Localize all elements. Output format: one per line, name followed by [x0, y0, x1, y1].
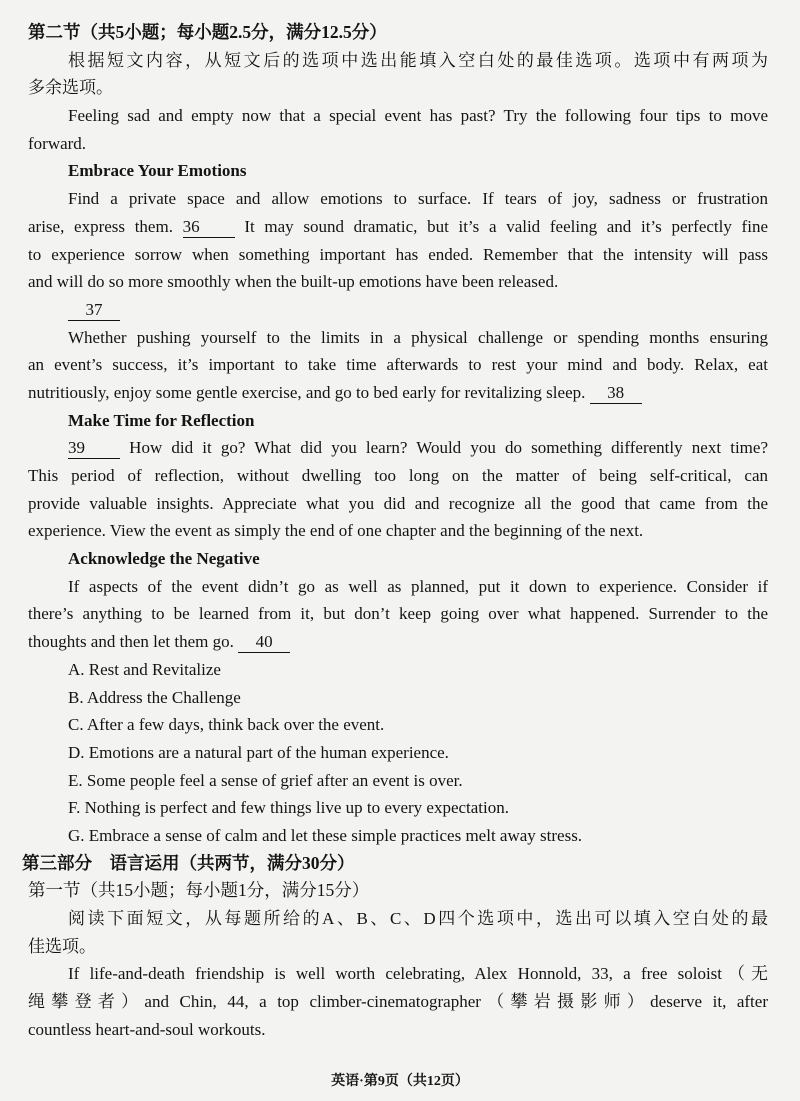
passage-paragraph-text: and will do so more smoothly when the built-up emotions have been released.	[28, 272, 559, 292]
answer-option: G. Embrace a sense of calm and let these simple practices melt away stress.	[68, 825, 583, 845]
passage-paragraph-line	[0, 988, 768, 1016]
answer-option: F. Nothing is perfect and few things live up to every expectation.	[68, 798, 509, 818]
instruction-text: 根据短文内容，从短文后的选项中选出能填入空白处的最佳选项。选项中有两项为	[68, 50, 768, 70]
subheading: Make Time for Reflection	[68, 410, 255, 430]
intro-paragraph-line	[0, 130, 768, 158]
passage-paragraph-text: This period of reflection, without dwelling too long on the matter of being self-critical, can	[28, 466, 768, 485]
passage-paragraph-line	[0, 628, 768, 656]
answer-option: C. After a few days, think back over the event.	[68, 715, 385, 735]
passage-paragraph-text: to experience sorrow when something important has ended. Remember that the intensity will pass	[28, 244, 768, 264]
passage-paragraph-text: How did it go? What did you learn? Would you do something differently next time?	[120, 438, 768, 458]
passage-paragraph-line	[0, 517, 768, 545]
intro-paragraph-line	[0, 102, 768, 130]
passage-paragraph-line	[0, 351, 768, 379]
passage-paragraph-line	[0, 960, 768, 988]
instruction-line	[0, 905, 768, 933]
passage-paragraph-text: there’s anything to be learned from it, but don’t keep going over what happened. Surrender to the	[28, 604, 768, 624]
passage-paragraph-text: Whether pushing yourself to the limits in a physical challenge or spending months ensuring	[68, 327, 768, 347]
answer-option: B. Address the Challenge	[68, 687, 241, 707]
answer-option: D. Emotions are a natural part of the human experience.	[68, 742, 449, 762]
passage-paragraph-line	[0, 600, 768, 628]
passage-paragraph-text: Find a private space and allow emotions to surface. If tears of joy, sadness or frustration	[68, 189, 768, 209]
passage-paragraph-text: provide valuable insights. Appreciate what you did and recognize all the good that came from the	[28, 493, 768, 513]
answer-blank[interactable]: 37	[68, 300, 120, 321]
passage-paragraph-line	[0, 213, 768, 241]
passage-paragraph-text: countless heart-and-soul workouts.	[28, 1019, 266, 1039]
passage-paragraph-text: an event’s success, it’s important to take time afterwards to rest your mind and body. Relax, eat	[28, 355, 768, 375]
passage-paragraph-line	[0, 379, 768, 407]
subheading: Embrace Your Emotions	[68, 161, 247, 181]
section-heading: 第二节（共5小题；每小题2.5分，满分12.5分）	[28, 22, 387, 42]
passage-paragraph-line	[0, 434, 768, 462]
part-heading: 第三部分 语言运用（共两节，满分30分）	[22, 852, 355, 873]
passage-paragraph-text: experience. View the event as simply the end of one chapter and the beginning of the next.	[28, 521, 644, 541]
answer-blank[interactable]: 39	[68, 438, 120, 459]
answer-blank[interactable]: 36	[183, 217, 235, 238]
answer-option: A. Rest and Revitalize	[68, 659, 221, 679]
passage-paragraph-line	[0, 573, 768, 601]
passage-paragraph-text: thoughts and then let them go.	[28, 632, 239, 652]
passage-paragraph-line	[0, 462, 768, 490]
passage-paragraph-text: If life-and-death friendship is well worth celebrating, Alex Honnold, 33, a free soloist（无	[68, 964, 768, 984]
passage-paragraph-line	[0, 1016, 768, 1044]
passage-paragraph-text: It may sound dramatic, but it’s a valid feeling and it’s perfectly fine	[234, 216, 768, 236]
passage-paragraph-line	[0, 296, 768, 324]
page-footer: 英语·第9页（共12页）	[331, 1074, 469, 1089]
intro-paragraph-text: Feeling sad and empty now that a special event has past? Try the following four tips to move	[68, 106, 768, 126]
instruction-line	[0, 933, 768, 961]
subheading: Acknowledge the Negative	[68, 549, 260, 569]
passage-paragraph-line	[0, 185, 768, 213]
answer-blank[interactable]: 40	[238, 632, 290, 653]
passage-paragraph-text: If aspects of the event didn’t go as well as planned, put it down to experience. Consider if	[68, 576, 768, 596]
passage-paragraph-line	[0, 268, 768, 296]
instruction-text: 佳选项。	[28, 936, 96, 956]
passage-paragraph-text: nutritiously, enjoy some gentle exercise, and go to bed early for revitalizing sleep.	[28, 382, 590, 402]
section-heading: 第一节（共15小题；每小题1分，满分15分）	[28, 880, 370, 901]
passage-paragraph-line	[0, 490, 768, 518]
instruction-text: 多余选项。	[28, 78, 113, 98]
instruction-line	[0, 74, 768, 102]
answer-option: E. Some people feel a sense of grief after an event is over.	[68, 770, 463, 790]
intro-paragraph-text: forward.	[28, 133, 87, 153]
passage-paragraph-text: 绳攀登者）and Chin, 44, a top climber-cinematographer（攀岩摄影师）deserve it, after	[28, 992, 768, 1012]
passage-paragraph-line	[0, 324, 768, 352]
instruction-text: 阅读下面短文，从每题所给的A、B、C、D四个选项中，选出可以填入空白处的最	[68, 909, 768, 928]
instruction-line	[0, 47, 768, 75]
answer-blank[interactable]: 38	[590, 383, 642, 404]
exam-page	[0, 19, 800, 1043]
passage-paragraph-text: arise, express them.	[28, 216, 183, 236]
passage-paragraph-line	[0, 241, 768, 269]
